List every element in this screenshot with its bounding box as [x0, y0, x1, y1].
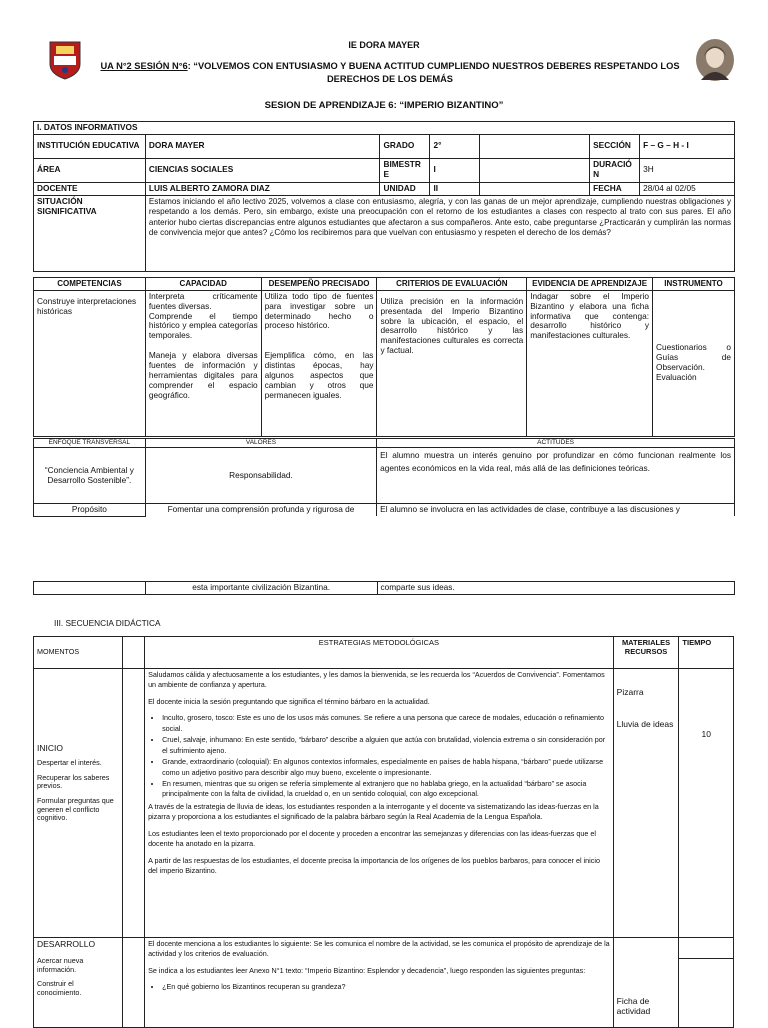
instrumento-text: Cuestionarios o Guías de Observación. Evaluación	[656, 342, 731, 383]
materiales-header: MATERIALES RECURSOS	[613, 637, 679, 669]
capacidad-header: CAPACIDAD	[145, 278, 261, 291]
desarrollo-time-divider	[679, 938, 733, 959]
inicio-bullet-1: • Inculto, grosero, tosco: Este es uno de los usos más comunes. Se refiere a una persona que carece de modales, educación o refinamiento social.	[162, 713, 610, 734]
inicio-p3: A través de la estrategia de lluvia de ideas, los estudiantes responden a la interrogante y el docente va sistematizando las ideas-fuerzas en la pizarra y proporciona a los estudiantes el significado de la palabra bárbaro según la Real Academia de la Lengua Española.	[148, 801, 599, 822]
competencias-header: COMPETENCIAS	[34, 278, 146, 291]
inicio-p5: A partir de las respuestas de los estudiantes, el docente precisa la importancia de los orígenes de los pueblos barbaros, para conocer el inicio del imperio Bizantino.	[148, 855, 600, 875]
inicio-bullet-2: • Cruel, salvaje, inhumano: En este sentido, “bárbaro” describe a alguien que actúa con brutalidad, violencia extrema o sin consideración por el sufrimiento ajeno.	[162, 735, 610, 756]
unidad-label: UNIDAD	[380, 182, 430, 195]
seccion-label: SECCIÓN	[590, 134, 640, 158]
proposito-continuation	[33, 581, 735, 595]
desarrollo-gap	[123, 938, 145, 1028]
secuencia-title: III. SECUENCIA DIDÁCTICA	[54, 618, 161, 628]
momentos-gap	[123, 637, 145, 669]
capacidad-1: Interpreta críticamente fuentes diversas.	[148, 290, 258, 311]
inst-value: DORA MAYER	[145, 134, 380, 158]
proposito-actitud-1: El alumno se involucra en las actividades de clase, contribuye a las discusiones y	[377, 504, 735, 517]
situacion-text: Estamos iniciando el año lectivo 2025, volvemos a clase con entusiasmo, alegría, y con las ganas de un mejor aprendizaje, cumpliendo nuestras obligaciones y respetando a los demás. Pero, sin embargo, existe una preocupación con el retorno de los estudiantes a clases con respecto al trato con sus pares. El año anterior hubo ciertas discrepancias entre algunos estudiantes que afectaron a sus compañeros. Ante esto, cabe preguntarse ¿Practicarán y cumplirán las normas de convivencia mejor que antes? ¿Cómo los recibiremos para que vuelvan con entusiasmo y respeten el derecho de los demás?	[145, 195, 734, 271]
momentos-header: MOMENTOS	[34, 637, 123, 669]
inicio-strategies	[145, 669, 614, 938]
fecha-value: 28/04 al 02/05	[640, 182, 735, 195]
docente-value: LUIS ALBERTO ZAMORA DIAZ	[145, 182, 380, 195]
desarrollo-p2: Se indica a los estudiantes leer Anexo N°1 texto: “Imperio Bizantino: Esplendor y decadencia”, luego responden las siguientes preguntas:	[148, 965, 586, 975]
capacidad-3: Maneja y elabora diversas fuentes de información y herramientas digitales para comprender el espacio geográfico.	[148, 350, 258, 401]
grado-value: 2°	[430, 134, 480, 158]
datos-informativos-table	[33, 121, 735, 272]
desarrollo-p1: El docente menciona a los estudiantes lo siguiente: Se les comunica el nombre de la actividad, se les comunica el propósito de aprendizaje de la actividad y los criterios de evaluación.	[148, 939, 610, 959]
unit-title	[100, 60, 680, 87]
unit-rest: : “VOLVEMOS CON ENTUSIASMO Y BUENA ACTITUD CUMPLIENDO NUESTROS DEBERES RESPETANDO LOS DERECHOS DE LOS DEMÁS	[187, 61, 680, 85]
inicio-item-3: Formular preguntas que generen el conflicto cognitivo.	[37, 796, 114, 823]
instrumento-cell	[653, 290, 735, 436]
instrumento-header: INSTRUMENTO	[653, 278, 735, 291]
seccion-value: F – G – H - I	[640, 134, 735, 158]
desarrollo-moment	[34, 938, 123, 1028]
inicio-title: INICIO	[37, 743, 63, 753]
duracion-value: 3H	[640, 158, 735, 182]
desempeno-cell	[261, 290, 377, 436]
tiempo-header: TIEMPO	[679, 637, 734, 669]
desarrollo-materials	[613, 938, 679, 1028]
estrategias-header: ESTRATEGIAS METODOLÓGICAS	[145, 637, 614, 669]
inicio-material-2: Lluvia de ideas	[616, 719, 674, 730]
desarrollo-item-2: Construir el conocimiento.	[37, 979, 82, 998]
docente-label: DOCENTE	[34, 182, 146, 195]
inicio-time: 10	[679, 669, 734, 938]
duracion-label: DURACIÓ N	[590, 158, 640, 182]
desarrollo-bullet-1: • ¿En qué gobierno los Bizantinos recuperan su grandeza?	[162, 982, 610, 992]
enfoque-table	[33, 438, 735, 517]
unidad-blank	[480, 182, 590, 195]
competencia-text: Construye interpretaciones históricas	[37, 295, 137, 316]
actitudes-header: ACTITUDES	[377, 439, 735, 448]
proposito-actitud-2: comparte sus ideas.	[377, 582, 735, 595]
proposito-text-1: Fomentar una comprensión profunda y rigurosa de	[145, 504, 376, 517]
competencia-cell	[34, 290, 146, 436]
session-title: SESION DE APRENDIZAJE 6: “IMPERIO BIZANTINO”	[264, 100, 504, 111]
area-value: CIENCIAS SOCIALES	[145, 158, 380, 182]
situacion-label: SITUACIÓN SIGNIFICATIVA	[34, 195, 146, 271]
grado-blank	[480, 134, 590, 158]
desarrollo-list	[148, 982, 610, 992]
evidencia-header: EVIDENCIA DE APRENDIZAJE	[527, 278, 653, 291]
evidencia-cell	[527, 290, 653, 436]
school-name: IE DORA MAYER	[348, 40, 420, 50]
desarrollo-title: DESARROLLO	[37, 939, 96, 949]
competencias-table	[33, 277, 735, 437]
inicio-p4: Los estudiantes leen el texto proporcionado por el docente y proceden a encontrar las semejanzas y diferencias con las ideas-fuerzas que el docente ha anotado en la pizarra.	[148, 828, 596, 849]
desarrollo-item-1: Acercar nueva información.	[37, 956, 84, 974]
inicio-item-1: Despertar el interés.	[37, 758, 102, 768]
secuencia-table	[33, 636, 734, 1028]
desarrollo-time	[679, 938, 734, 1028]
evidencia-text: Indagar sobre el Imperio Bizantino y elabora una ficha informativa que contenga: desarrollo histórico y manifestaciones culturales.	[530, 290, 650, 341]
capacidad-2: Comprende el tiempo histórico y emplea categorías temporales.	[148, 310, 258, 341]
desarrollo-material-1: Ficha de actividad	[616, 996, 651, 1017]
proposito-blank	[34, 582, 146, 595]
inst-label: INSTITUCIÓN EDUCATIVA	[34, 134, 146, 158]
valores-header: VALORES	[145, 439, 376, 448]
inicio-moment	[34, 669, 123, 938]
datos-title: I. DATOS INFORMATIVOS	[34, 122, 735, 135]
inicio-material-1: Pizarra	[616, 687, 644, 697]
inicio-item-2: Recuperar los saberes previos.	[37, 772, 110, 791]
inicio-materials	[613, 669, 679, 938]
criterios-header: CRITERIOS DE EVALUACIÓN	[377, 278, 527, 291]
capacidad-cell	[145, 290, 261, 436]
desempeno-header: DESEMPEÑO PRECISADO	[261, 278, 377, 291]
inicio-p2: El docente inicia la sesión preguntando que significa el término bárbaro en la actualidad.	[148, 696, 430, 706]
criterio-cell	[377, 290, 527, 436]
bimestre-blank	[480, 158, 590, 182]
unidad-value: II	[430, 182, 480, 195]
proposito-text-2: esta importante civilización Bizantina.	[145, 582, 377, 595]
area-label: ÁREA	[34, 158, 146, 182]
desarrollo-strategies	[145, 938, 614, 1028]
proposito-label: Propósito	[34, 504, 146, 517]
grado-label: GRADO	[380, 134, 430, 158]
enfoque-header: ENFOQUE TRANSVERSAL	[34, 439, 146, 448]
inicio-bullet-4: • En resumen, mientras que su origen se refería simplemente al extranjero que no hablaba griego, en la actualidad “bárbaro” se asocia principalmente con la falta de civilidad, la crueldad o, en un sentido coloquial, con algo excepcional.	[162, 779, 610, 800]
bimestre-value: I	[430, 158, 480, 182]
criterio-text: Utiliza precisión en la información presentada del Imperio Bizantino sobre la ubicación, el espacio, el desarrollo histórico y las manifestaciones culturales es correcta y factual.	[380, 295, 524, 356]
desempeno-1: Utiliza todo tipo de fuentes para investigar sobre un determinado hecho o proceso histórico.	[264, 290, 374, 331]
desempeno-2: Ejemplifica cómo, en las distintas épocas, hay algunos aspectos que cambian y otros que permanecen iguales.	[264, 350, 374, 401]
inicio-bullet-3: • Grande, extraordinario (coloquial): En algunos contextos informales, especialmente en países de habla hispana, “bárbaro” puede utilizarse como un adjetivo positivo para describir algo muy bueno, excelente o impresionante.	[162, 757, 610, 778]
fecha-label: FECHA	[590, 182, 640, 195]
inicio-gap	[123, 669, 145, 938]
inicio-list	[148, 713, 610, 800]
actitud-value: El alumno muestra un interés genuino por profundizar en cómo funcionan realmente los agentes económicos en la vida real, más allá de las definiciones teóricas.	[377, 448, 735, 504]
enfoque-value: “Conciencia Ambiental y Desarrollo Sostenible”.	[34, 448, 146, 504]
bimestre-label: BIMESTR E	[380, 158, 430, 182]
inicio-p1: Saludamos cálida y afectuosamente a los estudiantes, y les damos la bienvenida, se les recuerda los “Acuerdos de Convivencia”. Fomentamos un ambiente de confianza y apertura.	[148, 670, 605, 690]
valor-value: Responsabilidad.	[145, 448, 376, 504]
unit-label: UA N°2 SESIÓN N°6	[100, 61, 188, 71]
